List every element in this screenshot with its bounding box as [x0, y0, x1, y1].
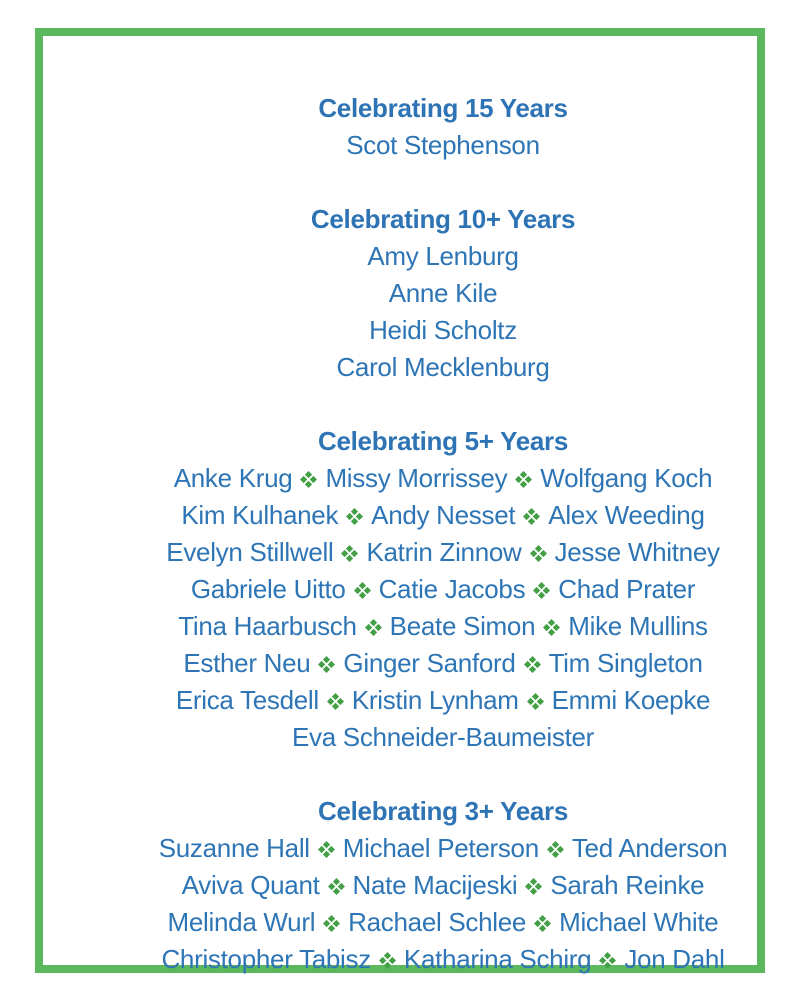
four-diamonds-icon	[530, 545, 547, 562]
employee-name: Kristin Lynham	[351, 685, 519, 715]
four-diamonds-icon	[323, 915, 340, 932]
name-line	[86, 571, 800, 608]
employee-name: Missy Morrissey	[325, 463, 508, 493]
employee-name: Carol Mecklenburg	[336, 352, 550, 382]
employee-name: Alex Weeding	[548, 500, 705, 530]
employee-name: Melinda Wurl	[167, 907, 316, 937]
employee-name: Anne Kile	[388, 278, 498, 308]
employee-name: Andy Nesset	[371, 500, 516, 530]
four-diamonds-icon	[318, 656, 335, 673]
employee-name: Katharina Schirg	[403, 944, 592, 974]
employee-name: Emmi Koepke	[551, 685, 711, 715]
employee-name: Suzanne Hall	[158, 833, 310, 863]
employee-name: Wolfgang Koch	[540, 463, 713, 493]
four-diamonds-icon	[524, 656, 541, 673]
employee-name: Amy Lenburg	[367, 241, 519, 271]
name-line	[86, 312, 800, 349]
employee-name: Sarah Reinke	[550, 870, 705, 900]
employee-name: Erica Tesdell	[175, 685, 319, 715]
employee-name: Nate Macijeski	[352, 870, 518, 900]
employee-name: Catie Jacobs	[378, 574, 526, 604]
name-line	[86, 497, 800, 534]
employee-name: Jesse Whitney	[554, 537, 720, 567]
employee-name: Michael Peterson	[342, 833, 539, 863]
name-line	[86, 127, 800, 164]
anniversary-section	[86, 90, 800, 164]
employee-name: Eva Schneider-Baumeister	[291, 722, 595, 752]
employee-name: Esther Neu	[183, 648, 311, 678]
section-heading: Celebrating 3+ Years	[317, 796, 569, 826]
four-diamonds-icon	[327, 693, 344, 710]
employee-name: Evelyn Stillwell	[166, 537, 334, 567]
four-diamonds-icon	[523, 508, 540, 525]
name-line	[86, 719, 800, 756]
employee-name: Katrin Zinnow	[366, 537, 522, 567]
employee-name: Rachael Schlee	[348, 907, 527, 937]
four-diamonds-icon	[318, 841, 335, 858]
employee-name: Tina Haarbusch	[178, 611, 357, 641]
employee-name: Ted Anderson	[571, 833, 728, 863]
employee-name: Chad Prater	[558, 574, 696, 604]
four-diamonds-icon	[341, 545, 358, 562]
employee-name: Ginger Sanford	[343, 648, 516, 678]
four-diamonds-icon	[354, 582, 371, 599]
employee-name: Gabriele Uitto	[190, 574, 346, 604]
name-line	[86, 830, 800, 867]
employee-name: Christopher Tabisz	[161, 944, 371, 974]
section-heading: Celebrating 5+ Years	[317, 426, 569, 456]
section-heading: Celebrating 15 Years	[318, 93, 568, 123]
name-line	[86, 608, 800, 645]
four-diamonds-icon	[599, 952, 616, 969]
name-line	[86, 867, 800, 904]
employee-name: Jon Dahl	[624, 944, 725, 974]
service-anniversary-list	[86, 72, 800, 978]
four-diamonds-icon	[533, 582, 550, 599]
green-page-border	[35, 28, 765, 973]
name-line	[86, 238, 800, 275]
anniversary-section	[86, 793, 800, 978]
name-line	[86, 275, 800, 312]
employee-name: Aviva Quant	[181, 870, 320, 900]
employee-name: Michael White	[559, 907, 719, 937]
employee-name: Heidi Scholtz	[369, 315, 517, 345]
four-diamonds-icon	[328, 878, 345, 895]
section-heading: Celebrating 10+ Years	[310, 204, 576, 234]
four-diamonds-icon	[527, 693, 544, 710]
name-line	[86, 941, 800, 978]
four-diamonds-icon	[547, 841, 564, 858]
employee-name: Scot Stephenson	[346, 130, 540, 160]
four-diamonds-icon	[543, 619, 560, 636]
employee-name: Anke Krug	[173, 463, 293, 493]
name-line	[86, 904, 800, 941]
name-line	[86, 460, 800, 497]
employee-name: Tim Singleton	[548, 648, 703, 678]
name-line	[86, 349, 800, 386]
name-line	[86, 645, 800, 682]
four-diamonds-icon	[379, 952, 396, 969]
anniversary-section	[86, 201, 800, 386]
four-diamonds-icon	[365, 619, 382, 636]
four-diamonds-icon	[525, 878, 542, 895]
name-line	[86, 682, 800, 719]
employee-name: Mike Mullins	[568, 611, 708, 641]
employee-name: Beate Simon	[389, 611, 536, 641]
name-line	[86, 534, 800, 571]
four-diamonds-icon	[346, 508, 363, 525]
four-diamonds-icon	[300, 471, 317, 488]
four-diamonds-icon	[534, 915, 551, 932]
anniversary-section	[86, 423, 800, 756]
employee-name: Kim Kulhanek	[181, 500, 339, 530]
four-diamonds-icon	[515, 471, 532, 488]
